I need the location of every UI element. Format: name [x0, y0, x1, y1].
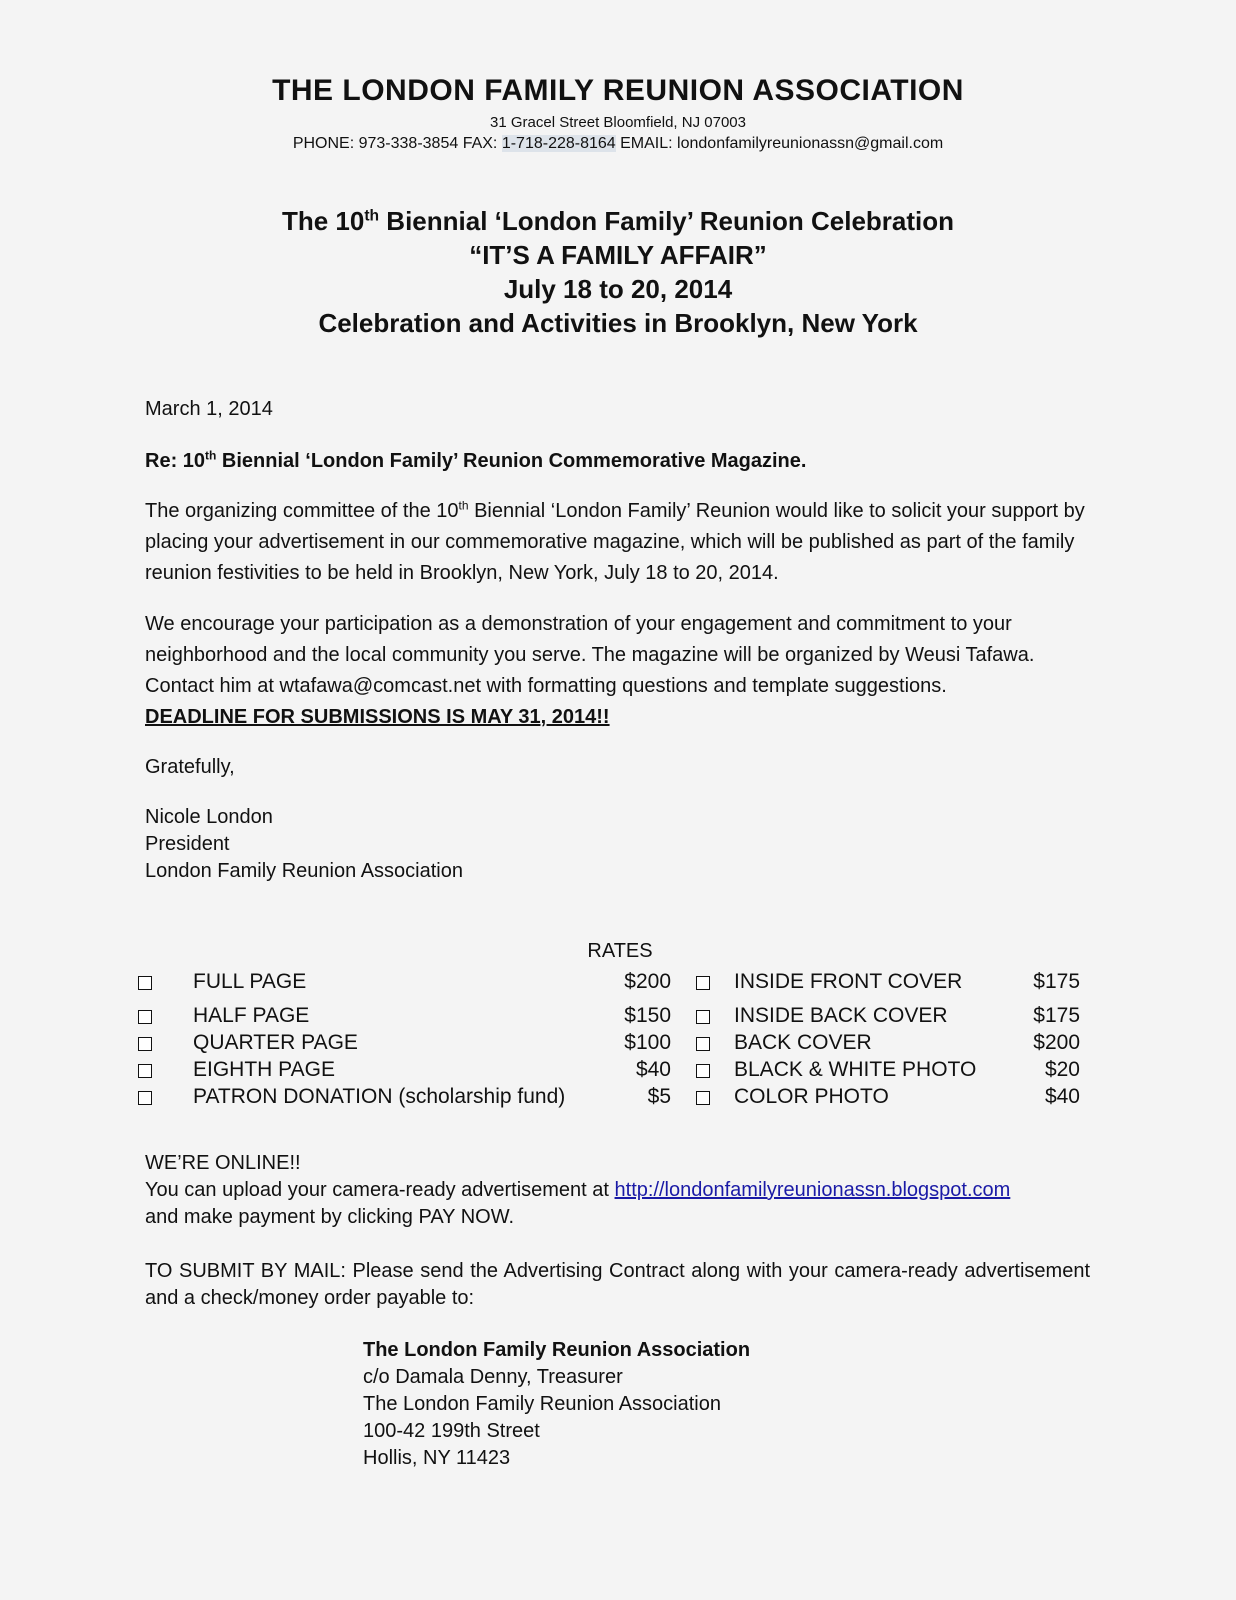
rate-price: $40	[1044, 1085, 1080, 1108]
rate-option[interactable]	[680, 1031, 1100, 1057]
org-name: THE LONDON FAMILY REUNION ASSOCIATION	[272, 74, 964, 107]
rate-price: $175	[1033, 1004, 1080, 1027]
rate-price: $200	[1033, 1031, 1080, 1054]
online-upload-text: You can upload your camera-ready advertisement at http://londonfamilyreunionassn.blogspot.com	[145, 1179, 1011, 1201]
payee: The London Family Reunion Association	[363, 1339, 751, 1361]
checkbox[interactable]	[696, 1064, 710, 1078]
event-dates: July 18 to 20, 2014	[503, 274, 733, 304]
address-street: 100-42 199th Street	[363, 1420, 540, 1442]
phone-text: PHONE: 973-338-3854 FAX:	[292, 135, 502, 152]
online-section	[145, 1150, 1090, 1231]
deadline-notice: DEADLINE FOR SUBMISSIONS IS MAY 31, 2014!!	[145, 706, 610, 728]
rate-label: PATRON DONATION (scholarship fund)	[193, 1085, 566, 1108]
checkbox[interactable]	[696, 1091, 710, 1105]
rate-option[interactable]	[680, 1085, 1100, 1111]
signer-title: President	[145, 833, 230, 855]
paragraph-intro: The organizing committee of the 10th Biennial ‘London Family’ Reunion would like to solicit your support by placing your advertisement in our commemorative magazine, which will be published as part of the family reunion festivities to be held in Brooklyn, New York, July 18 to 20, 2014.	[145, 498, 1085, 584]
event-heading	[0, 204, 1236, 340]
rate-option[interactable]	[680, 1058, 1100, 1084]
letter-subject: Re: 10th Biennial ‘London Family’ Reunion Commemorative Magazine.	[145, 448, 807, 472]
event-title: The 10th Biennial ‘London Family’ Reunion Celebration	[281, 206, 955, 236]
checkbox[interactable]	[696, 976, 710, 990]
signer-name: Nicole London	[145, 806, 273, 828]
event-theme: “IT’S A FAMILY AFFAIR”	[469, 240, 767, 270]
rate-option[interactable]	[680, 970, 1100, 996]
paragraph-participation: We encourage your participation as a demonstration of your engagement and commitment to your neighborhood and the local community you serve. The magazine will be organized by Weusi Tafawa. Contact him at wtafawa@comcast.net with formatting questions and template suggestions. DEADLINE FOR SUBMISSIONS IS MAY 31, 2014!!	[145, 613, 1035, 728]
rates-title: RATES	[587, 940, 653, 962]
fax-number: 1-718-228-8164	[501, 135, 616, 152]
rate-option[interactable]	[680, 1004, 1100, 1030]
address-city: Hollis, NY 11423	[363, 1447, 511, 1469]
closing: Gratefully,	[145, 756, 235, 778]
rate-option[interactable]	[0, 970, 680, 996]
checkbox[interactable]	[138, 1010, 152, 1024]
rate-option[interactable]	[0, 1085, 680, 1111]
rate-label: QUARTER PAGE	[193, 1031, 358, 1054]
rate-price: $100	[624, 1031, 671, 1054]
checkbox[interactable]	[138, 1037, 152, 1051]
rate-option[interactable]	[0, 1004, 680, 1030]
checkbox[interactable]	[696, 1037, 710, 1051]
checkbox[interactable]	[138, 1091, 152, 1105]
signature-block	[145, 804, 1090, 885]
mail-instructions: TO SUBMIT BY MAIL: Please send the Advertising Contract along with your camera-ready advertisement and a check/money order payable to:	[145, 1260, 1090, 1309]
event-location: Celebration and Activities in Brooklyn, New York	[318, 308, 918, 338]
checkbox[interactable]	[696, 1010, 710, 1024]
signer-org: London Family Reunion Association	[145, 860, 463, 882]
address-org: The London Family Reunion Association	[363, 1393, 721, 1415]
online-payment-text: and make payment by clicking PAY NOW.	[145, 1206, 515, 1228]
org-address: 31 Gracel Street Bloomfield, NJ 07003	[490, 114, 746, 131]
rate-option[interactable]	[0, 1031, 680, 1057]
letter-date: March 1, 2014	[145, 398, 273, 420]
rate-price: $175	[1033, 970, 1080, 993]
rate-label: BACK COVER	[734, 1031, 872, 1054]
rate-price: $5	[647, 1085, 671, 1108]
mailing-address	[363, 1337, 750, 1472]
checkbox[interactable]	[138, 976, 152, 990]
rate-price: $200	[624, 970, 671, 993]
org-contact	[0, 135, 1236, 153]
rate-label: INSIDE BACK COVER	[734, 1004, 948, 1027]
rate-price: $150	[624, 1004, 671, 1027]
rate-label: COLOR PHOTO	[734, 1085, 889, 1108]
care-of: c/o Damala Denny, Treasurer	[363, 1366, 623, 1388]
email-text: EMAIL: londonfamilyreunionassn@gmail.com	[615, 135, 944, 152]
rate-option[interactable]	[0, 1058, 680, 1084]
rate-label: HALF PAGE	[193, 1004, 310, 1027]
online-heading: WE’RE ONLINE!!	[145, 1152, 301, 1174]
rate-price: $20	[1044, 1058, 1080, 1081]
rate-label: EIGHTH PAGE	[193, 1058, 335, 1081]
rate-label: INSIDE FRONT COVER	[734, 970, 963, 993]
checkbox[interactable]	[138, 1064, 152, 1078]
rate-label: FULL PAGE	[193, 970, 307, 993]
rate-price: $40	[635, 1058, 671, 1081]
blog-link[interactable]: http://londonfamilyreunionassn.blogspot.com	[614, 1179, 1011, 1201]
rate-label: BLACK & WHITE PHOTO	[734, 1058, 977, 1081]
